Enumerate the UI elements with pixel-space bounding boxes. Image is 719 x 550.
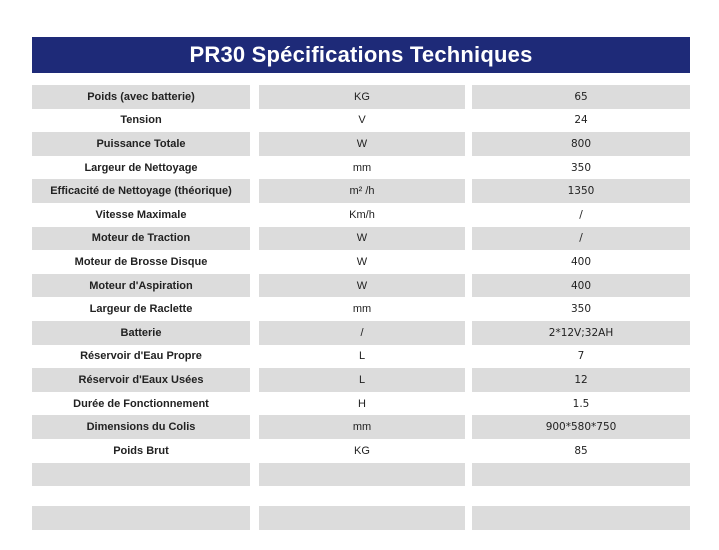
spec-row	[32, 368, 690, 392]
spec-unit: W	[259, 132, 465, 156]
spec-row	[32, 132, 690, 156]
spec-row	[32, 415, 690, 439]
spec-unit: W	[259, 274, 465, 298]
spec-value: 350	[570, 303, 592, 316]
spec-unit	[259, 506, 465, 530]
spec-label: Moteur d'Aspiration	[32, 274, 250, 298]
spec-unit: V	[358, 114, 366, 127]
spec-unit: Km/h	[349, 208, 375, 221]
spec-row	[32, 392, 690, 416]
spec-value: 1350	[472, 179, 690, 203]
spec-value	[472, 506, 690, 530]
spec-row	[32, 345, 690, 369]
spec-row	[32, 85, 690, 109]
spec-sheet-title: PR30 Spécifications Techniques	[32, 37, 690, 73]
spec-unit: W	[356, 255, 368, 268]
spec-unit: mm	[259, 415, 465, 439]
spec-label: Largeur de Raclette	[89, 303, 193, 316]
spec-row	[32, 439, 690, 463]
spec-label: Largeur de Nettoyage	[84, 161, 198, 174]
spec-unit: L	[358, 350, 366, 363]
spec-label: Puissance Totale	[32, 132, 250, 156]
spec-value: 400	[472, 274, 690, 298]
spec-label: Dimensions du Colis	[32, 415, 250, 439]
spec-row-empty	[32, 463, 690, 487]
spec-unit: W	[259, 227, 465, 251]
spec-unit: H	[358, 397, 366, 410]
spec-label: Poids (avec batterie)	[32, 85, 250, 109]
spec-unit	[259, 463, 465, 487]
spec-row	[32, 203, 690, 227]
spec-label: Moteur de Traction	[32, 227, 250, 251]
spec-value: 2*12V;32AH	[472, 321, 690, 345]
row-spacer	[32, 486, 690, 506]
spec-row	[32, 321, 690, 345]
spec-table	[32, 85, 690, 530]
spec-row-empty	[32, 506, 690, 530]
spec-label: Vitesse Maximale	[95, 208, 187, 221]
spec-row	[32, 156, 690, 180]
spec-label: Efficacité de Nettoyage (théorique)	[32, 179, 250, 203]
spec-unit: KG	[259, 85, 465, 109]
spec-value: 400	[570, 255, 592, 268]
spec-value: 65	[472, 85, 690, 109]
spec-label	[32, 463, 250, 487]
spec-row	[32, 109, 690, 133]
spec-value	[472, 463, 690, 487]
spec-label: Durée de Fonctionnement	[73, 397, 209, 410]
spec-label: Tension	[120, 114, 162, 127]
spec-label: Réservoir d'Eau Propre	[80, 350, 202, 363]
spec-unit: m² /h	[259, 179, 465, 203]
spec-row	[32, 250, 690, 274]
spec-unit: mm	[352, 161, 372, 174]
spec-row	[32, 227, 690, 251]
spec-unit: /	[259, 321, 465, 345]
spec-value: /	[579, 208, 583, 221]
spec-row	[32, 274, 690, 298]
spec-value: /	[472, 227, 690, 251]
spec-unit: mm	[352, 303, 372, 316]
spec-label: Poids Brut	[113, 444, 169, 457]
spec-unit: L	[259, 368, 465, 392]
spec-label: Moteur de Brosse Disque	[74, 255, 208, 268]
spec-unit: KG	[354, 444, 370, 457]
spec-value: 85	[574, 444, 588, 457]
spec-value: 12	[472, 368, 690, 392]
spec-row	[32, 297, 690, 321]
spec-value: 1.5	[572, 397, 590, 410]
spec-value: 7	[577, 350, 585, 363]
spec-label: Réservoir d'Eaux Usées	[32, 368, 250, 392]
spec-label	[32, 506, 250, 530]
spec-value: 350	[570, 161, 592, 174]
spec-row	[32, 179, 690, 203]
spec-value: 800	[472, 132, 690, 156]
spec-value: 24	[574, 114, 588, 127]
spec-label: Batterie	[32, 321, 250, 345]
spec-value: 900*580*750	[472, 415, 690, 439]
